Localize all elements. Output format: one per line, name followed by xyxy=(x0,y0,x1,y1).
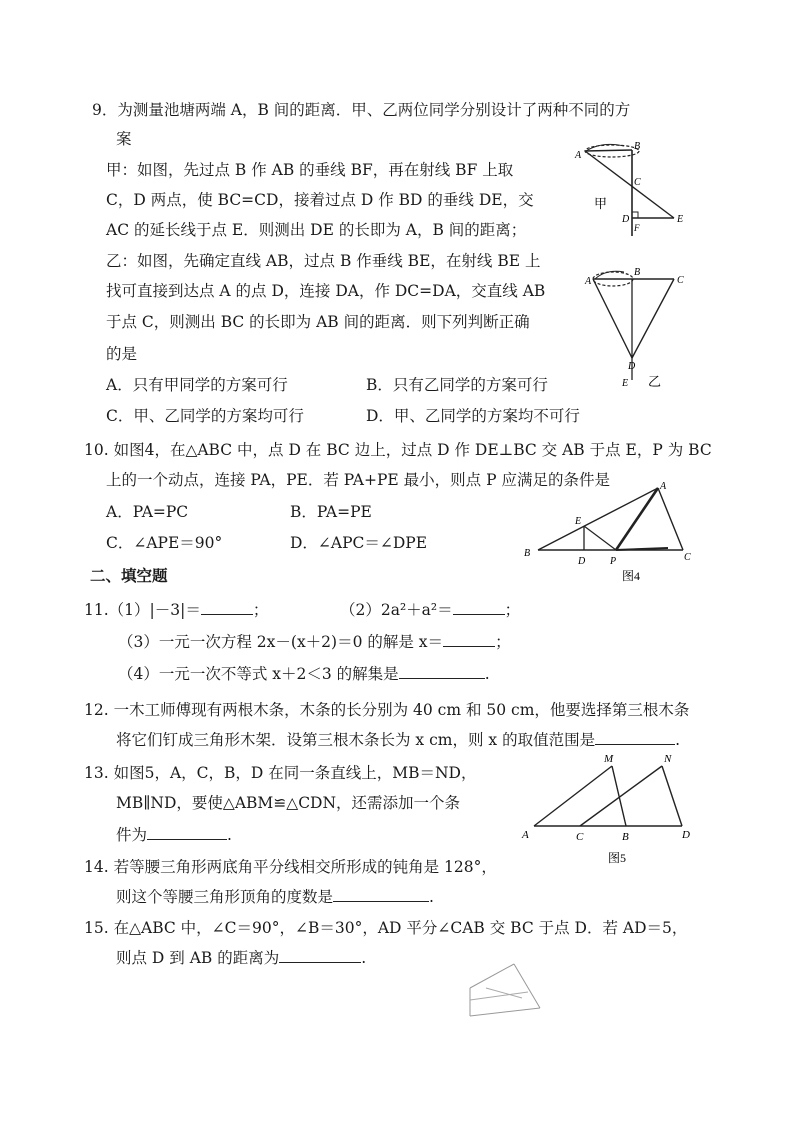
answer-blank[interactable] xyxy=(595,730,675,745)
pond-shading xyxy=(595,271,624,279)
segment-ba xyxy=(538,488,658,550)
q13-line-3-end: . xyxy=(227,826,232,844)
point-f-label: F xyxy=(634,223,640,233)
q9-option-d: D．甲、乙同学的方案均不可行 xyxy=(366,407,580,425)
q9-option-c: C．甲、乙同学的方案均可行 xyxy=(106,407,304,425)
segment-pe xyxy=(584,526,616,550)
point-d-label: D xyxy=(682,829,690,841)
q11-part-2-text: （2）2a²＋a²＝ xyxy=(340,601,453,619)
q14-line-2 xyxy=(116,887,434,907)
q9-yi-line-1: 乙：如图，先确定直线 AB，过点 B 作垂线 BE，在射线 BE 上 xyxy=(106,252,541,270)
point-n-label: N xyxy=(664,753,672,765)
point-e-label: E xyxy=(575,516,582,527)
q11-part-1 xyxy=(84,600,268,620)
figure-4-caption: 图4 xyxy=(622,569,641,583)
point-e-label: E xyxy=(622,378,629,389)
q9-line-2: 案 xyxy=(116,130,132,148)
q10-option-b: B．PA=PE xyxy=(290,503,372,521)
q9-option-b: B．只有乙同学的方案可行 xyxy=(366,376,548,394)
q10-option-d: D．∠APC＝∠DPE xyxy=(290,534,428,552)
point-a-label: A xyxy=(660,481,667,492)
figure-5-caption: 图5 xyxy=(608,851,627,865)
figure-yi-label: 乙 xyxy=(648,374,662,389)
q9-jia-line-3: AC 的延长线于点 E．则测出 DE 的长即为 A，B 间的距离； xyxy=(106,221,527,239)
figure-4 xyxy=(518,478,698,592)
q11-part-4-text: （4）一元一次不等式 x＋2＜3 的解集是 xyxy=(118,665,399,683)
q12-line-2 xyxy=(116,730,680,750)
q15-line-2-end: . xyxy=(361,949,367,967)
segment-am xyxy=(534,766,612,826)
q13-line-3 xyxy=(116,825,232,845)
q11-part-2 xyxy=(340,600,520,620)
segment-pa xyxy=(616,488,658,550)
q10-line-2: 上的一个动点，连接 PA，PE．若 PA+PE 最小，则点 P 应满足的条件是 xyxy=(106,471,610,489)
segment-da xyxy=(593,279,632,358)
q9-yi-line-3: 于点 C，则测出 BC 的长即为 AB 间的距离．则下列判断正确 xyxy=(106,313,530,331)
answer-blank[interactable] xyxy=(147,825,227,840)
point-a-label: A xyxy=(522,829,529,841)
q11-part-2-end: ； xyxy=(504,601,521,619)
q15-line-2-text: 则点 D 到 AB 的距离为 xyxy=(116,949,280,967)
q9-yi-line-2: 找可直接到达点 A 的点 D，连接 DA，作 DC=DA，交直线 AB xyxy=(106,282,546,300)
q12-line-1: 12. 一木工师傅现有两根木条，木条的长分别为 40 cm 和 50 cm，他要选择第三根木条 xyxy=(84,701,690,719)
q11-part-3 xyxy=(118,632,511,652)
point-c-label: C xyxy=(684,552,691,563)
answer-blank[interactable] xyxy=(201,600,253,615)
q9-line-1: 9．为测量池塘两端 A，B 间的距离．甲、乙两位同学分别设计了两种不同的方 xyxy=(92,101,631,119)
answer-blank[interactable] xyxy=(333,887,429,902)
q9-option-a: A．只有甲同学的方案可行 xyxy=(106,376,288,394)
q12-line-2-end: . xyxy=(675,731,681,749)
point-b-label: B xyxy=(622,831,629,843)
q12-line-2-text: 将它们钉成三角形木架．设第三根木条长为 x cm，则 x 的取值范围是 xyxy=(116,731,596,749)
answer-blank[interactable] xyxy=(279,948,361,963)
sketch-line xyxy=(486,988,522,998)
faint-sketch-figure xyxy=(462,958,554,1026)
q13-line-1: 13. 如图5，A，C，B，D 在同一条直线上，MB＝ND， xyxy=(84,764,477,782)
q9-jia-line-1: 甲：如图，先过点 B 作 AB 的垂线 BF，再在射线 BF 上取 xyxy=(106,161,514,179)
q11-part-3-text: （3）一元一次方程 2x－(x＋2)＝0 的解是 x＝ xyxy=(118,633,444,651)
point-a-label: A xyxy=(575,150,582,161)
q9-figure-jia xyxy=(572,138,702,242)
q14-line-2-text: 则这个等腰三角形顶角的度数是 xyxy=(116,888,334,906)
q13-line-3-text: 件为 xyxy=(116,826,148,844)
point-c-label: C xyxy=(576,831,584,843)
right-angle-mark xyxy=(632,212,638,218)
sketch-line xyxy=(470,992,528,1000)
q9-figure-yi xyxy=(586,262,696,396)
point-p-label: P xyxy=(610,556,617,567)
sketch-line xyxy=(514,964,540,1008)
q15-line-2 xyxy=(116,948,366,968)
q13-line-2: MB∥ND，要使△ABM≌△CDN，还需添加一个条 xyxy=(116,794,461,812)
q11-part-1-text: 11.（1）|－3|＝ xyxy=(84,601,201,619)
q10-option-a: A．PA=PC xyxy=(106,503,189,521)
q10-option-c: C．∠APE＝90° xyxy=(106,534,223,552)
point-d-label: D xyxy=(578,556,586,567)
q9-yi-line-4: 的是 xyxy=(106,345,138,363)
answer-blank[interactable] xyxy=(399,664,485,679)
q11-part-3-end: ； xyxy=(495,633,511,651)
segment-dc xyxy=(632,279,674,358)
figure-5 xyxy=(514,750,704,869)
q11-part-1-end: ； xyxy=(252,601,269,619)
answer-blank[interactable] xyxy=(443,632,495,647)
segment-cn xyxy=(580,766,662,826)
point-c-label: C xyxy=(634,177,641,188)
point-a-label: A xyxy=(585,276,592,287)
point-b-label: B xyxy=(524,548,531,559)
section-title-fill-in: 二、填空题 xyxy=(90,566,168,585)
segment-mb xyxy=(612,766,626,826)
point-c-label: C xyxy=(677,275,684,286)
point-m-label: M xyxy=(604,753,614,765)
point-e-label: E xyxy=(677,214,684,225)
q11-part-4-end: . xyxy=(484,665,490,683)
point-b-label: B xyxy=(634,267,641,278)
segment-ab xyxy=(585,150,632,151)
figure-jia-label: 甲 xyxy=(594,196,608,211)
answer-blank[interactable] xyxy=(453,600,505,615)
sketch-line xyxy=(470,964,514,988)
q14-line-1: 14. 若等腰三角形两底角平分线相交所形成的钝角是 128°， xyxy=(84,858,497,876)
q9-jia-line-2: C，D 两点，使 BC=CD，接着过点 D 作 BD 的垂线 DE，交 xyxy=(106,191,534,209)
sketch-line xyxy=(470,1008,540,1016)
q11-part-4 xyxy=(118,664,490,684)
point-b-label: B xyxy=(634,141,641,152)
q10-line-1: 10. 如图4，在△ABC 中，点 D 在 BC 边上，过点 D 作 DE⊥BC 交 AB 于点 E，P 为 BC xyxy=(84,441,712,459)
segment-ac xyxy=(658,488,683,550)
point-d-label: D xyxy=(622,214,630,225)
q15-line-1: 15. 在△ABC 中，∠C＝90°，∠B＝30°，AD 平分∠CAB 交 BC 于点 D．若 AD＝5， xyxy=(84,919,688,937)
segment-nd xyxy=(662,766,682,826)
point-d-label: D xyxy=(628,361,636,372)
q14-line-2-end: . xyxy=(429,888,434,906)
